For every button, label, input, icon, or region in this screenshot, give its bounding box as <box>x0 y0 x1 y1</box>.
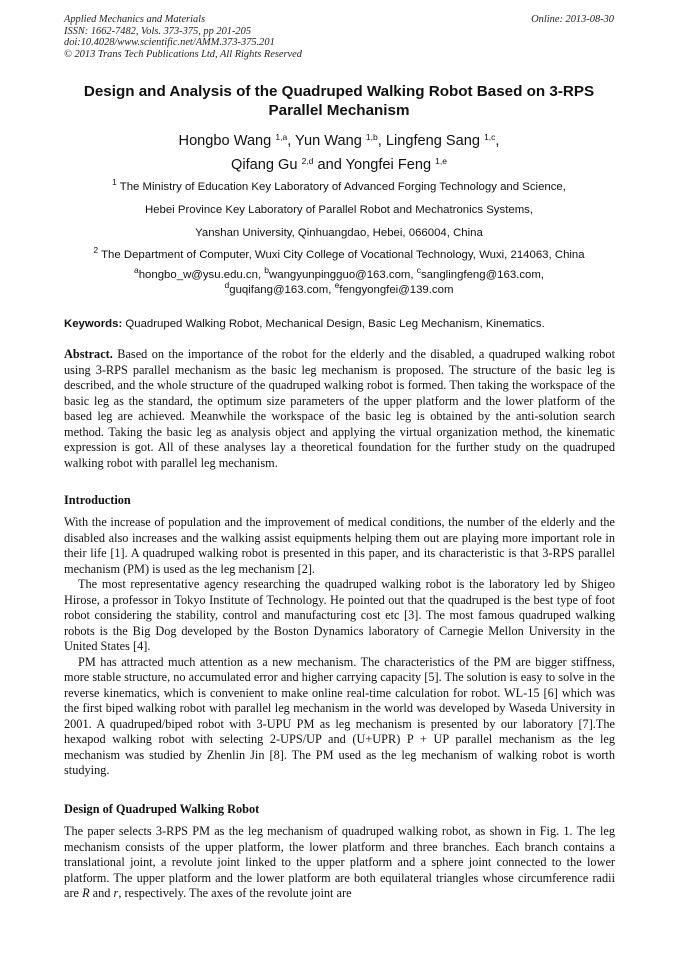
section-heading-design: Design of Quadruped Walking Robot <box>64 802 260 816</box>
keywords-text: Quadruped Walking Robot, Mechanical Design, Basic Leg Mechanism, Kinematics. <box>122 318 545 330</box>
affiliation-1-line-3: Yanshan University, Qinhuangdao, Hebei, 066004, China <box>195 227 483 239</box>
affiliation-2 <box>40 245 638 261</box>
author-sup: 1,a <box>275 132 288 142</box>
author-name: Qifang Gu <box>231 157 298 173</box>
author-sup: 1,b <box>365 132 378 142</box>
doi-line: doi:10.4028/www.scientific.net/AMM.373-375.201 <box>64 37 275 49</box>
affiliation-text: The Department of Computer, Wuxi City College of Vocational Technology, Wuxi, 214063, China <box>101 249 585 261</box>
affiliation-1-line-1 <box>40 177 638 193</box>
section-heading-introduction: Introduction <box>64 493 131 507</box>
email-mark: d <box>224 280 230 290</box>
introduction-body <box>64 515 615 779</box>
variable-r: r <box>113 886 119 900</box>
paragraph: The most representative agency researching the quadruped walking robot is the laboratory led by Shigeo Hirose, a professor in Tokyo Institute of Technology. He pointed out that the quadruped is the best type of foot robot considering the stability, control and manufacturing cost etc [3]. The most famous quadruped walking robots is the Big Dog developed by the Boston Dynamics laboratory of Carnegie Mellon University in the United States [4]. <box>64 577 615 653</box>
author-name: Hongbo Wang <box>178 133 272 149</box>
author-name: Yun Wang <box>295 133 362 149</box>
email-address: sanglingfeng@163.com, <box>420 269 545 281</box>
issn-line: ISSN: 1662-7482, Vols. 373-375, pp 201-205 <box>64 25 252 37</box>
paragraph-text: , respectively. The axes of the revolute joint are <box>118 886 352 900</box>
emails-line-2 <box>40 280 638 296</box>
affiliation-text: The Ministry of Education Key Laboratory of Advanced Forging Technology and Science, <box>119 181 566 193</box>
abstract-label: Abstract. <box>64 347 113 361</box>
email-address: wangyunpingguo@163.com, <box>269 269 417 281</box>
paragraph: With the increase of population and the improvement of medical conditions, the number of the elderly and the disabled also increases and the walking assist equipments helping them out are playing more important role in their life [1]. A quadruped walking robot is presented in this paper, and its characteristic is that 3-RPS parallel mechanism (PM) is used as the leg mechanism [2]. <box>64 515 615 576</box>
author-separator: and <box>313 157 346 173</box>
abstract-text: Based on the importance of the robot for the elderly and the disabled, a quadruped walking robot using 3-RPS parallel mechanism as the basic leg mechanism is proposed. The structure of the basic leg is described, and the whole structure of the quadruped walking robot is formed. Then taking the workspace of the basic leg as the standard, the optimum size parameters of the upper platform and the lower platform of the based leg are achieved. Meanwhile the workspace of the basic leg is obtained by the anti-solution search method. Taking the basic leg as analysis object and applying the virtual organization method, the kinematic expression is got. All of these analyses lay a theoretical foundation for the further study on the quadruped walking robot with parallel leg mechanism. <box>64 347 615 470</box>
authors-line-2 <box>40 157 638 173</box>
affiliation-1-line-2: Hebei Province Key Laboratory of Parallel Robot and Mechatronics Systems, <box>144 204 534 216</box>
title-line-2: Parallel Mechanism <box>268 102 410 119</box>
variable-R: R <box>82 886 90 900</box>
paper-title <box>54 82 624 120</box>
online-date: Online: 2013-08-30 <box>531 14 614 25</box>
journal-header <box>64 14 302 60</box>
email-mark: b <box>264 265 270 275</box>
email-address: guqifang@163.com, <box>229 284 335 296</box>
authors-line-1 <box>40 133 638 149</box>
title-line-1: Design and Analysis of the Quadruped Walking Robot Based on 3-RPS <box>83 83 595 100</box>
author-sup: 1,e <box>435 156 447 166</box>
paragraph: PM has attracted much attention as a new mechanism. The characteristics of the PM are bigger stiffness, more stable structure, no accumulated error and higher carrying capacity [5]. The solution is easy to solve in the reverse kinematics, which is convenient to make online real-time calculation for robot. WL-15 [6] which was the first biped walking robot with parallel leg mechanism in the world was developed by Waseda University in 2001. A quadruped/biped robot with 3-UPU PM as leg mechanism is presented by our laboratory [7].The hexapod walking robot with selecting 2-UPS/UP and (U+UPR) P + UP parallel mechanism as the leg mechanism was studied by Zhenlin Jin [8]. The PM used as the leg mechanism of walking robot is worth studying. <box>64 654 615 777</box>
email-mark: c <box>416 265 421 275</box>
affiliation-mark: 2 <box>93 245 99 255</box>
affiliation-mark: 1 <box>112 177 117 187</box>
keywords <box>64 318 624 330</box>
paragraph-text: The paper selects 3-RPS PM as the leg mechanism of quadruped walking robot, as shown in Fig. 1. The leg mechanism consists of the upper platform, the lower platform and three branches. Each branch contains a translational joint, a revolute joint linked to the upper platform and a sphere joint connected to the lower platform. The upper platform and the lower platform are both equilateral triangles whose circumference radii are <box>64 824 615 900</box>
abstract <box>64 347 615 471</box>
author-sup: 1,c <box>484 132 496 142</box>
author-separator: , <box>287 133 296 149</box>
author-separator: , <box>377 133 386 149</box>
paragraph-text: and <box>89 886 114 900</box>
email-address: fengyongfei@139.com <box>339 284 454 296</box>
journal-name: Applied Mechanics and Materials <box>64 14 206 25</box>
author-sup: 2,d <box>301 156 314 166</box>
email-address: hongbo_w@ysu.edu.cn, <box>138 269 265 281</box>
design-body <box>64 824 615 902</box>
email-mark: e <box>334 280 340 290</box>
author-separator: , <box>495 133 500 149</box>
email-mark: a <box>133 265 139 275</box>
author-name: Lingfeng Sang <box>385 133 480 149</box>
author-name: Yongfei Feng <box>345 157 432 173</box>
copyright-line: © 2013 Trans Tech Publications Ltd, All Rights Reserved <box>64 48 302 60</box>
keywords-label: Keywords: <box>64 318 123 330</box>
